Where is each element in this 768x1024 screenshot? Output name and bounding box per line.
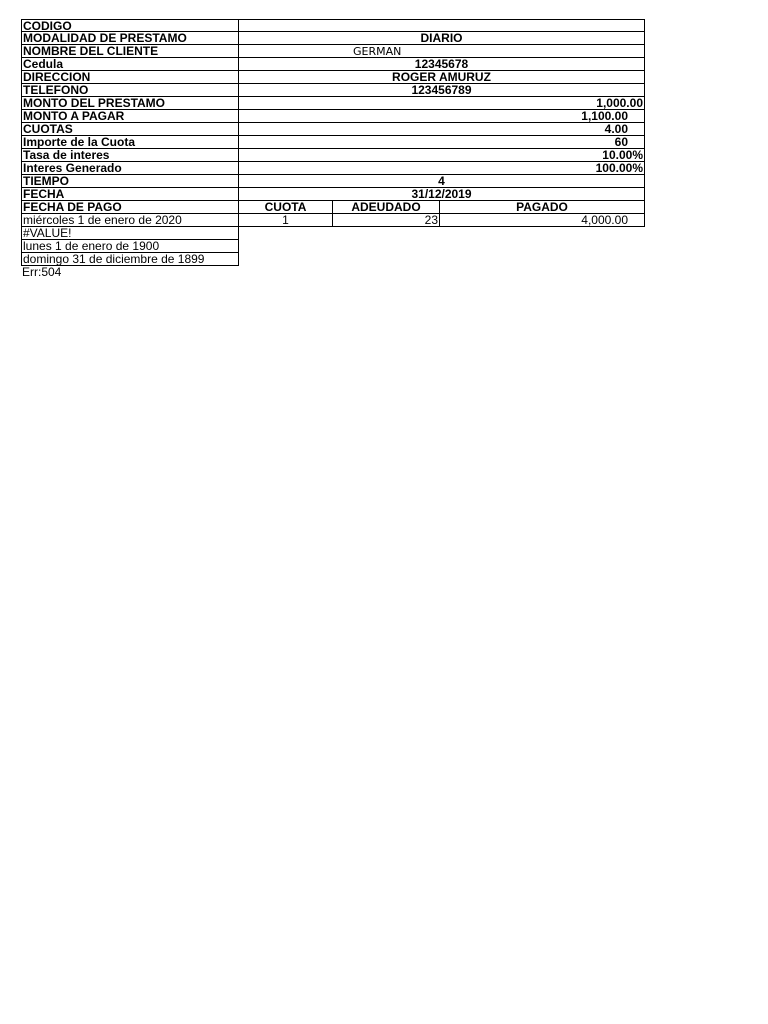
value-telefono[interactable]: 123456789 xyxy=(239,84,645,97)
row-interes-generado xyxy=(21,162,645,175)
value-direccion[interactable]: ROGER AMURUZ xyxy=(239,71,645,84)
value-importe-cuota[interactable]: 60 xyxy=(239,136,645,149)
label-codigo[interactable]: CODIGO xyxy=(21,19,239,32)
label-monto-prestamo[interactable]: MONTO DEL PRESTAMO xyxy=(21,97,239,110)
label-tasa-interes[interactable]: Tasa de interes xyxy=(21,149,239,162)
label-importe-cuota[interactable]: Importe de la Cuota xyxy=(21,136,239,149)
row-importe-cuota xyxy=(21,136,645,149)
footer-error-cell[interactable]: Err:504 xyxy=(22,265,62,279)
header-cuota[interactable]: CUOTA xyxy=(239,201,333,214)
row-tiempo xyxy=(21,175,645,188)
payment-cuota[interactable]: 1 xyxy=(239,214,333,227)
payment-extra-value[interactable]: domingo 31 de diciembre de 1899 xyxy=(21,253,239,266)
header-fecha-de-pago[interactable]: FECHA DE PAGO xyxy=(21,201,239,214)
payment-extra-value[interactable]: lunes 1 de enero de 1900 xyxy=(21,240,239,253)
label-direccion[interactable]: DIRECCION xyxy=(21,71,239,84)
row-cedula xyxy=(21,58,645,71)
label-interes-generado[interactable]: Interes Generado xyxy=(21,162,239,175)
header-pagado[interactable]: PAGADO xyxy=(440,201,645,214)
value-tasa-interes[interactable]: 10.00% xyxy=(239,149,645,162)
row-nombre-cliente xyxy=(21,45,645,58)
row-direccion xyxy=(21,71,645,84)
label-cedula[interactable]: Cedula xyxy=(21,58,239,71)
payment-pagado[interactable]: 4,000.00 xyxy=(440,214,645,227)
payment-adeudado[interactable]: 23 xyxy=(333,214,440,227)
payment-fecha[interactable]: miércoles 1 de enero de 2020 xyxy=(21,214,239,227)
payment-extra-row-3 xyxy=(21,253,645,266)
value-cuotas[interactable]: 4.00 xyxy=(239,123,645,136)
value-cedula[interactable]: 12345678 xyxy=(239,58,645,71)
payment-extra-value[interactable]: #VALUE! xyxy=(21,227,239,240)
value-tiempo[interactable]: 4 xyxy=(239,175,645,188)
header-adeudado[interactable]: ADEUDADO xyxy=(333,201,440,214)
value-fecha[interactable]: 31/12/2019 xyxy=(239,188,645,201)
label-tiempo[interactable]: TIEMPO xyxy=(21,175,239,188)
row-monto-pagar xyxy=(21,110,645,123)
label-telefono[interactable]: TELEFONO xyxy=(21,84,239,97)
value-monto-prestamo[interactable]: 1,000.00 xyxy=(239,97,645,110)
loan-spreadsheet xyxy=(21,19,645,266)
value-monto-pagar[interactable]: 1,100.00 xyxy=(239,110,645,123)
label-monto-pagar[interactable]: MONTO A PAGAR xyxy=(21,110,239,123)
label-cuotas[interactable]: CUOTAS xyxy=(21,123,239,136)
label-fecha[interactable]: FECHA xyxy=(21,188,239,201)
value-modalidad[interactable]: DIARIO xyxy=(239,32,645,45)
label-modalidad[interactable]: MODALIDAD DE PRESTAMO xyxy=(21,32,239,45)
value-interes-generado[interactable]: 100.00% xyxy=(239,162,645,175)
payment-row-1 xyxy=(21,214,645,227)
cliente-name-text: GERMAN xyxy=(353,45,402,58)
label-nombre-cliente[interactable]: NOMBRE DEL CLIENTE xyxy=(21,45,239,58)
